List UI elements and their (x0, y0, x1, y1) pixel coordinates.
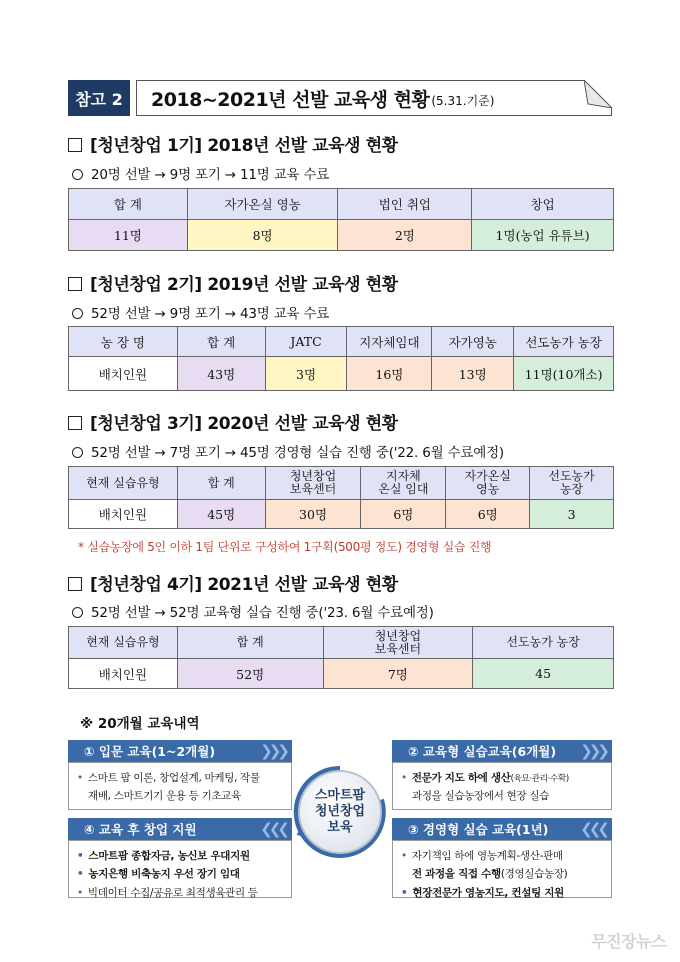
table-cell: 3명 (265, 357, 347, 391)
list-item: • 농지은행 비축농지 우선 장기 임대 (77, 865, 283, 883)
table-header-cell: 지자체 온실 임대 (361, 467, 446, 500)
table-cell: 7명 (323, 659, 473, 689)
table-header-cell: 합 계 (177, 627, 323, 659)
chevrons-left-icon: ❮❮❮ (580, 820, 606, 838)
chevrons-right-icon: ❯❯❯ (580, 742, 606, 760)
table-cell: 2명 (338, 220, 472, 251)
list-item: • 스마트 팜 이론, 창업설계, 마케팅, 작물 (77, 769, 283, 787)
step-2-box (392, 762, 612, 810)
section-1-table (68, 188, 614, 251)
circle-bullet-icon (72, 447, 83, 458)
step-3-header: ③ 경영형 실습 교육(1년) ❮❮❮ (392, 818, 612, 840)
table-cell: 1명(농업 유튜브) (472, 220, 614, 251)
table-cell: 30명 (265, 500, 361, 529)
section-3-table (68, 466, 614, 529)
section-4-table (68, 626, 614, 689)
table-header-cell: 창업 (472, 189, 614, 220)
table-header-cell: 자가영농 (432, 327, 514, 357)
circle-bullet-icon (72, 169, 83, 180)
list-item: • 스마트팜 종합자금, 농신보 우대지원 (77, 847, 283, 865)
table-cell: 배치인원 (69, 357, 178, 391)
table-cell: 6명 (361, 500, 446, 529)
checkbox-square-icon (68, 277, 82, 291)
checkbox-square-icon (68, 577, 82, 591)
table-cell: 배치인원 (69, 500, 178, 529)
table-header-cell: 자가온실 영농 (187, 189, 338, 220)
table-header-cell: 선도농가 농장 (530, 467, 614, 500)
table-header-cell: 청년창업 보육센터 (323, 627, 473, 659)
section-2-table (68, 326, 614, 391)
step-4-header: ④ 교육 후 창업 지원 ❮❮❮ (68, 818, 292, 840)
table-header-cell: 법인 취업 (338, 189, 472, 220)
chevrons-left-icon: ❮❮❮ (260, 820, 286, 838)
checkbox-square-icon (68, 416, 82, 430)
list-item: • 전문가 지도 하에 생산(육묘·관리·수확) (401, 769, 603, 787)
table-cell: 11명(10개소) (514, 357, 614, 391)
list-item: 재배, 스마트기기 운용 등 기초교육 (88, 790, 241, 803)
table-header-cell: 선도농가 농장 (514, 327, 614, 357)
center-cycle (288, 760, 392, 864)
section-2-summary: 52명 선발 → 9명 포기 → 43명 교육 수료 (72, 302, 329, 322)
section-4-summary: 52명 선발 → 52명 교육형 실습 진행 중('23. 6월 수료예정) (72, 601, 434, 621)
table-cell: 8명 (187, 220, 338, 251)
table-cell: 16명 (347, 357, 432, 391)
step-4-box (68, 840, 292, 898)
table-header-cell: 선도농가 농장 (473, 627, 614, 659)
table-header-cell: 합 계 (177, 467, 265, 500)
list-item: • 현장전문가 영농지도, 컨설팅 지원 (401, 884, 603, 902)
step-2-header: ② 교육형 실습교육(6개월) ❯❯❯ (392, 740, 612, 762)
document-header (68, 80, 612, 116)
section-3-note: * 실습농장에 5인 이하 1팀 단위로 구성하여 1구획(500평 정도) 경영형 실습 진행 (78, 540, 492, 554)
table-header-cell: 현재 실습유형 (69, 467, 178, 500)
table-header-cell: 현재 실습유형 (69, 627, 178, 659)
table-cell: 43명 (177, 357, 265, 391)
checkbox-square-icon (68, 138, 82, 152)
table-header-cell: 합 계 (69, 189, 188, 220)
table-header-cell: JATC (265, 327, 347, 357)
section-2-title: [청년창업 2기] 2019년 선발 교육생 현황 (68, 270, 398, 295)
list-item: 전 과정을 직접 수행(경영실습농장) (412, 868, 568, 881)
table-cell: 6명 (446, 500, 530, 529)
step-3-box (392, 840, 612, 898)
step-1-box (68, 762, 292, 810)
chevrons-right-icon: ❯❯❯ (260, 742, 286, 760)
section-3-title: [청년창업 3기] 2020년 선발 교육생 현황 (68, 409, 398, 434)
list-item: 과정을 실습농장에서 현장 실습 (412, 790, 550, 803)
table-header-cell: 지자체임대 (347, 327, 432, 357)
table-header-cell: 합 계 (177, 327, 265, 357)
title-box (136, 80, 612, 116)
table-header-cell: 청년창업 보육센터 (265, 467, 361, 500)
table-header-cell: 자가온실 영농 (446, 467, 530, 500)
page-title: 2018~2021년 선발 교육생 현황 (151, 88, 430, 111)
list-item: • 자기책임 하에 영농계획-생산-판매 (401, 847, 603, 865)
circle-bullet-icon (72, 607, 83, 618)
reference-badge: 참고 2 (68, 80, 130, 116)
page-fold-icon (584, 80, 612, 108)
watermark: 무진장뉴스 (591, 932, 666, 951)
table-cell: 11명 (69, 220, 188, 251)
table-cell: 52명 (177, 659, 323, 689)
step-1-header: ① 입문 교육(1~2개월) ❯❯❯ (68, 740, 292, 762)
list-item: • 빅데이터 수집/공유로 최적생육관리 등 (77, 884, 283, 902)
table-header-cell: 농 장 명 (69, 327, 178, 357)
table-cell: 45명 (177, 500, 265, 529)
circle-bullet-icon (72, 308, 83, 319)
education-title: ※ 20개월 교육내역 (80, 716, 200, 732)
section-1-summary: 20명 선발 → 9명 포기 → 11명 교육 수료 (72, 163, 329, 183)
section-3-summary: 52명 선발 → 7명 포기 → 45명 경영형 실습 진행 중('22. 6월 수료예정) (72, 441, 504, 461)
table-cell: 3 (530, 500, 614, 529)
section-1-title: [청년창업 1기] 2018년 선발 교육생 현황 (68, 131, 398, 156)
center-label: 스마트팜 청년창업 보육 (298, 770, 382, 854)
date-note: (5.31.기준) (431, 93, 495, 108)
table-cell: 45 (473, 659, 614, 689)
section-4-title: [청년창업 4기] 2021년 선발 교육생 현황 (68, 570, 398, 595)
table-cell: 배치인원 (69, 659, 178, 689)
table-cell: 13명 (432, 357, 514, 391)
